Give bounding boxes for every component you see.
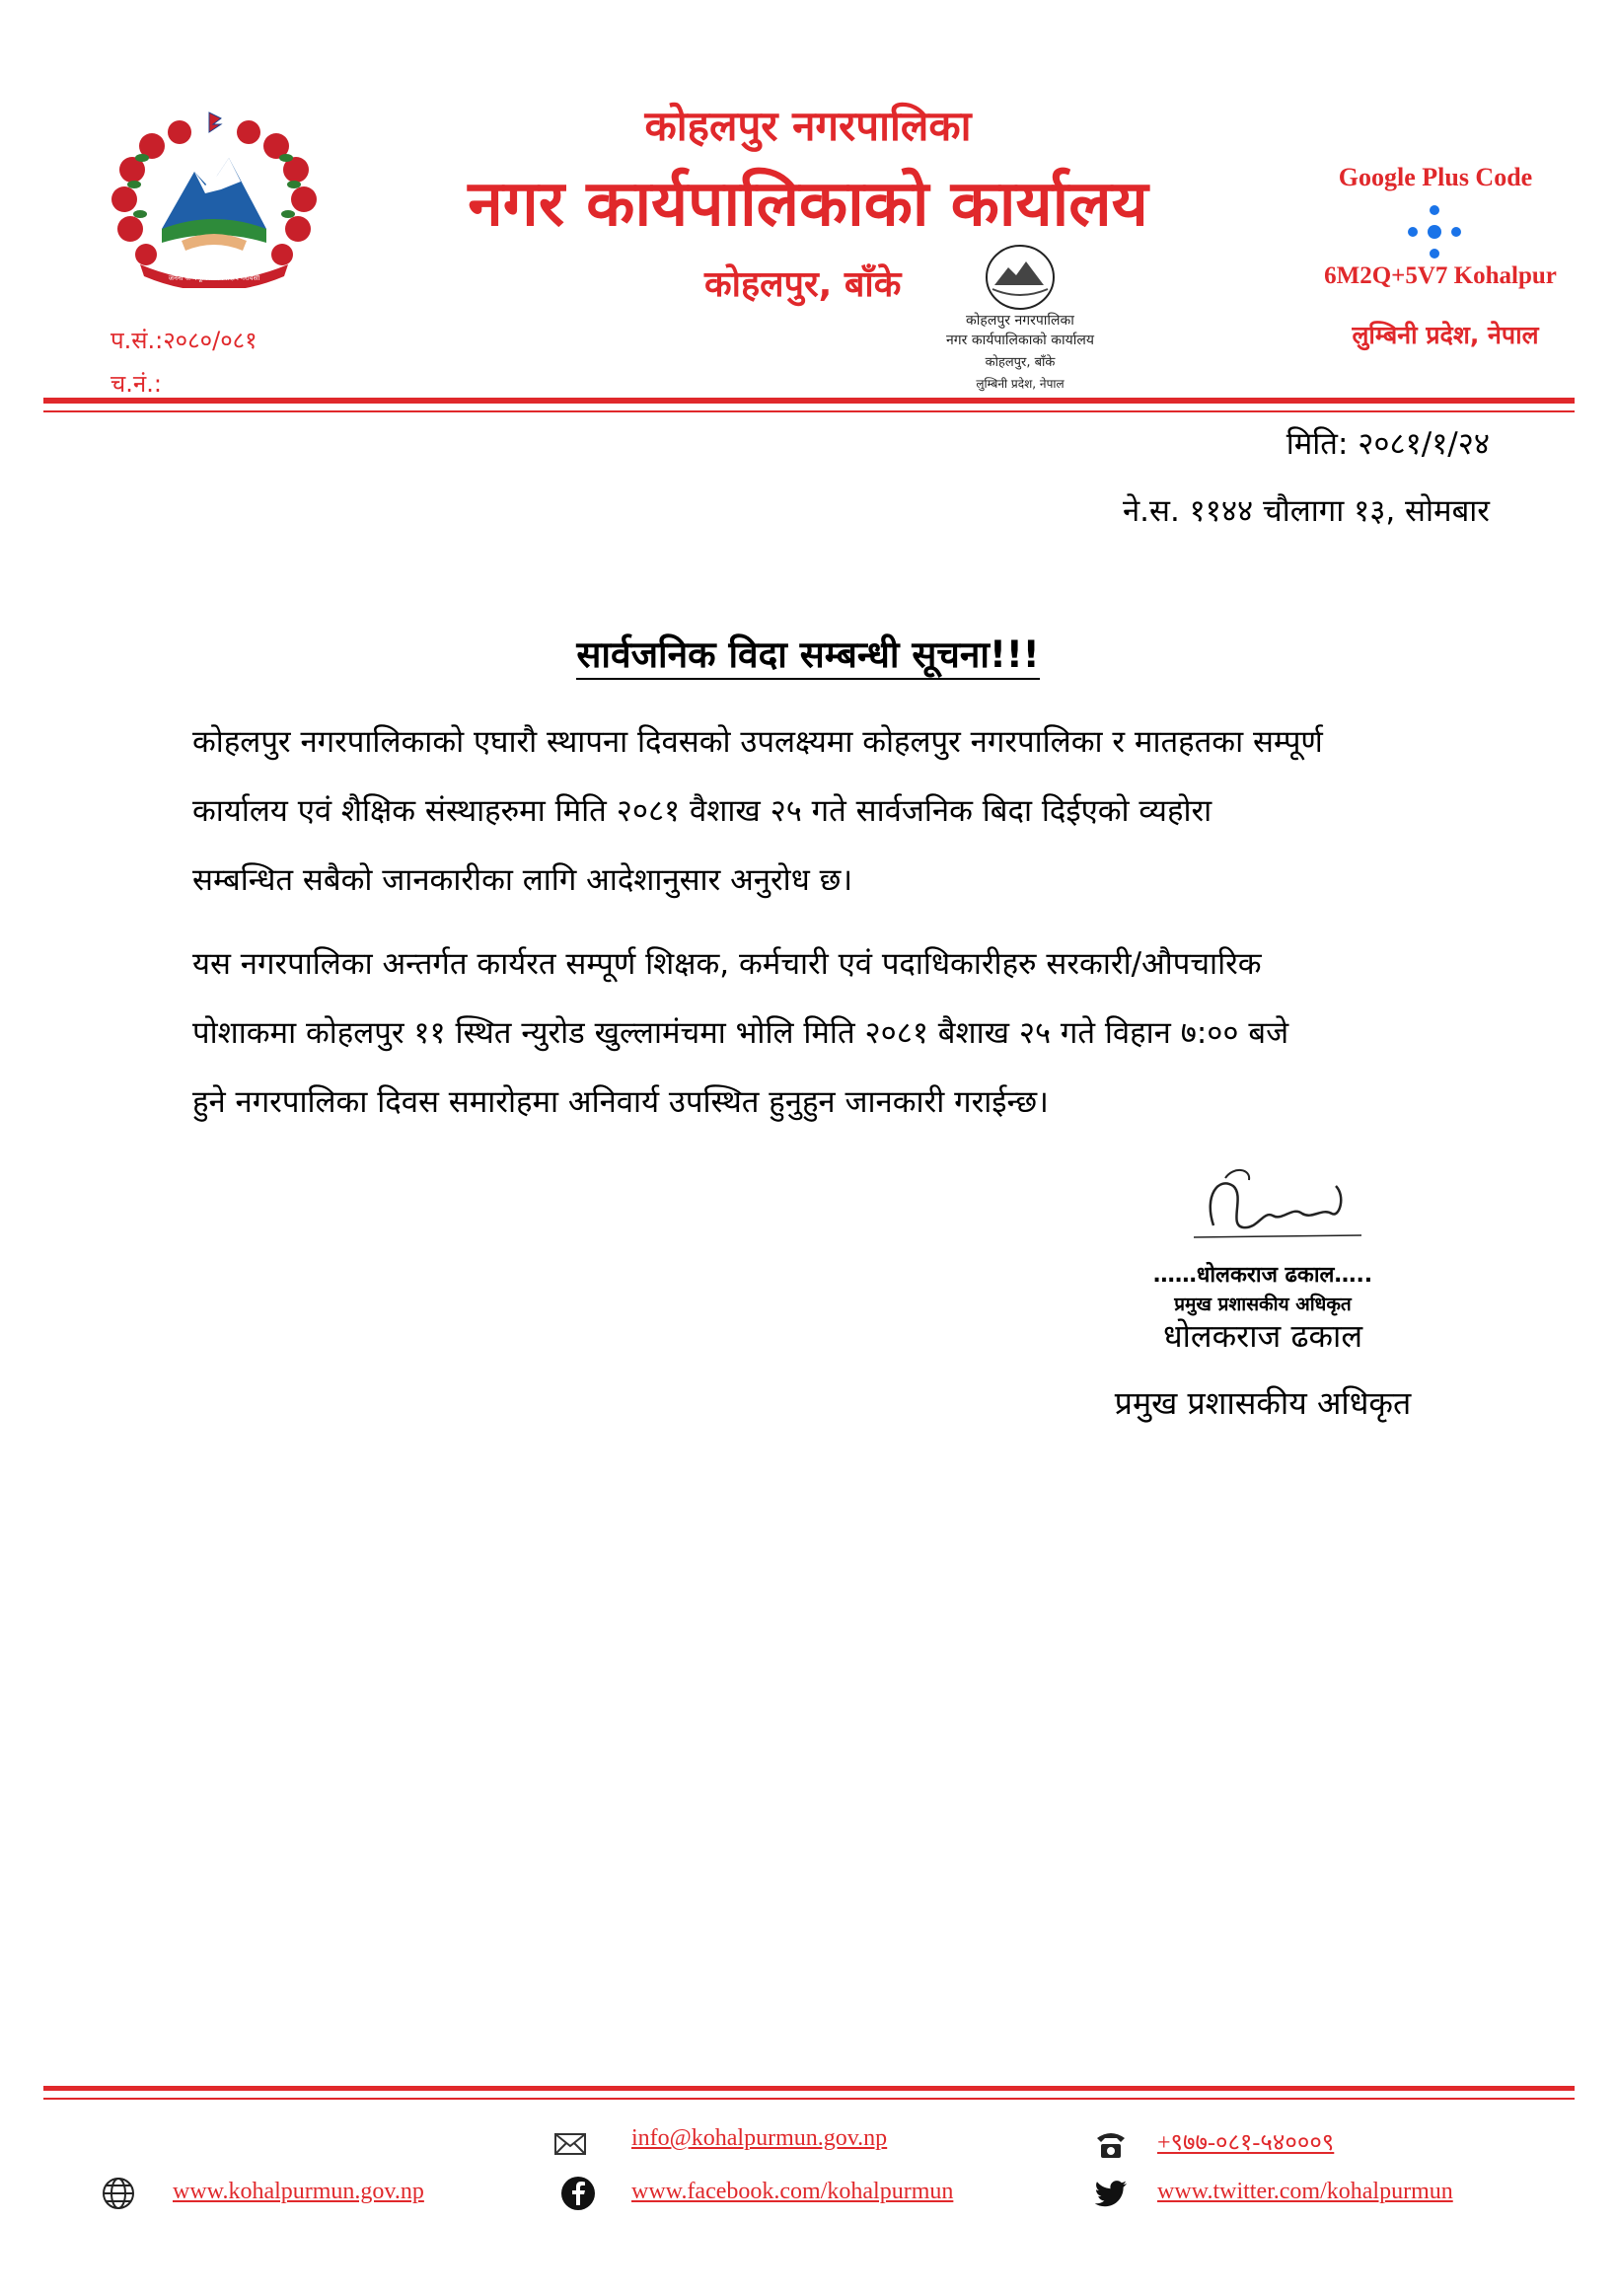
twitter-link[interactable]: www.twitter.com/kohalpurmun [1157, 2179, 1453, 2204]
paragraph-1-line: सम्बन्धित सबैको जानकारीका लागि आदेशानुसार अनुरोध छ। [192, 862, 853, 898]
header-divider-thin [43, 410, 1575, 412]
phone-icon [1093, 2126, 1129, 2162]
header-divider-thick [43, 398, 1575, 404]
facebook-icon [560, 2176, 596, 2211]
seal-text-line4: लुम्बिनी प्रदेश, नेपाल [976, 377, 1065, 391]
signatory-name: धोलकराज ढकाल [1162, 1317, 1363, 1355]
notice-paragraph-1 [192, 720, 1490, 927]
office-name: नगर कार्यपालिकाको कार्यालय [468, 168, 1148, 241]
dispatch-number: च.नं.: [110, 370, 162, 398]
website-link[interactable]: www.kohalpurmun.gov.np [173, 2179, 424, 2204]
plus-code-title: Google Plus Code [1338, 163, 1533, 191]
footer-divider-thin [43, 2098, 1575, 2100]
paragraph-2-line: यस नगरपालिका अन्तर्गत कार्यरत सम्पूर्ण शिक्षक, कर्मचारी एवं पदाधिकारीहरु सरकारी/औपचारिक [192, 946, 1262, 982]
seal-text-line1: कोहलपुर नगरपालिका [966, 313, 1074, 329]
facebook-link[interactable]: www.facebook.com/kohalpurmun [631, 2179, 954, 2204]
notice-title [0, 628, 1616, 678]
paragraph-2-line: पोशाकमा कोहलपुर ११ स्थित न्युरोड खुल्लामंचमा भोलि मिति २०८१ बैशाख २५ गते विहान ७:०० बजे [192, 1015, 1289, 1051]
twitter-icon [1093, 2176, 1129, 2211]
office-location: कोहलपुर, बाँके [704, 264, 902, 305]
plus-code-icon [1405, 202, 1464, 261]
paragraph-1-line: कार्यालय एवं शैक्षिक संस्थाहरुमा मिति २०८१ वैशाख २५ गते सार्वजनिक बिदा दिईएको व्यहोरा [192, 793, 1212, 829]
signatory-designation: प्रमुख प्रशासकीय अधिकृत [1114, 1384, 1412, 1422]
email-link[interactable]: info@kohalpurmun.gov.np [631, 2125, 888, 2151]
seal-text-line2: नगर कार्यपालिकाको कार्यालय [946, 333, 1094, 348]
paragraph-1-line: कोहलपुर नगरपालिकाको एघारौ स्थापना दिवसको उपलक्ष्यमा कोहलपुर नगरपालिका र मातहतका सम्पूर्ण [192, 724, 1323, 760]
letter-date: मिति: २०८१/१/२४ [1285, 426, 1490, 462]
letter-reference-number: प.सं.:२०८०/०८१ [110, 327, 257, 354]
seal-text-line3: कोहलपुर, बाँके [985, 355, 1056, 370]
notice-title-text: सार्वजनिक विदा सम्बन्धी सूचना!!! [576, 633, 1039, 680]
handwritten-signature [1135, 1156, 1391, 1255]
globe-icon [101, 2176, 136, 2211]
office-seal-stamp [931, 240, 1109, 407]
province-name: लुम्बिनी प्रदेश, नेपाल [1352, 321, 1539, 349]
footer-divider-thick [43, 2086, 1575, 2091]
phone-number[interactable]: +९७७-०८१-५४०००९ [1157, 2130, 1335, 2156]
municipality-name: कोहलपुर नगरपालिका [644, 102, 972, 150]
notice-paragraph-2 [192, 942, 1490, 1149]
signature-stamp-designation: प्रमुख प्रशासकीय अधिकृत [1174, 1294, 1352, 1315]
nepal-sambat-date: ने.स. ११४४ चौलागा १३, सोमबार [1122, 493, 1490, 529]
plus-code-value: 6M2Q+5V7 Kohalpur [1324, 262, 1557, 289]
signature-stamp-name: ……धोलकराज ढकाल….. [1152, 1263, 1373, 1288]
mail-icon [552, 2126, 588, 2162]
emblem-motto-text: जननी जन्मभूमिश्च स्वर्गादपि गरीयसी [168, 274, 260, 282]
paragraph-2-line: हुने नगरपालिका दिवस समारोहमा अनिवार्य उपस्थित हुनुहुन जानकारी गराईन्छ। [192, 1084, 1049, 1120]
